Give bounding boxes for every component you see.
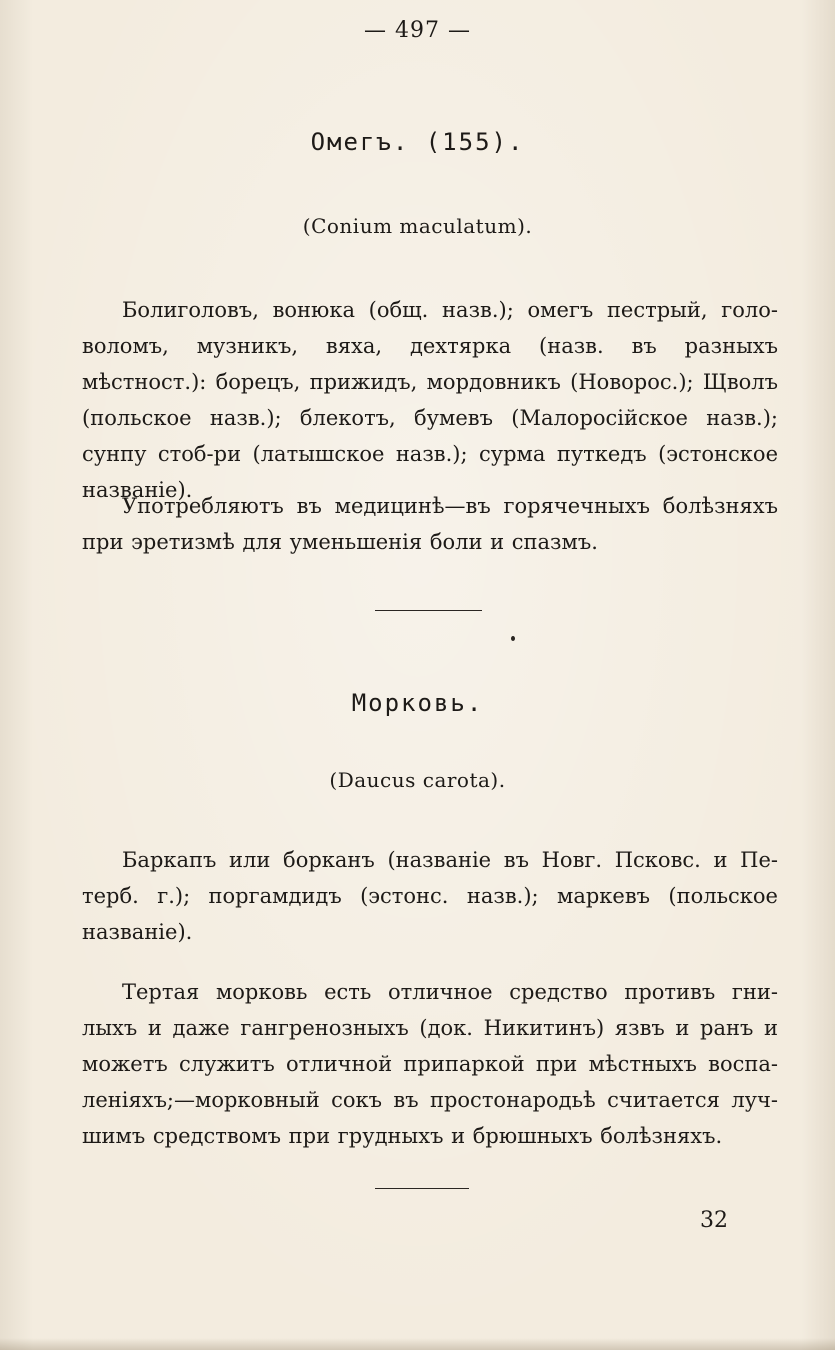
latin-name-conium: (Conium maculatum). — [302, 214, 533, 238]
paragraph-common-names-morkov — [82, 842, 778, 950]
latin-name-daucus: (Daucus carota). — [329, 768, 506, 792]
section-divider — [375, 610, 482, 611]
paragraph-common-names-omeg — [82, 292, 778, 508]
paragraph-text: Тертая морковь есть отличное средство противъ гни-лыхъ и даже гангренозныхъ (док. Никитинъ) язвъ и ранъ и можетъ служитъ отличной припаркой при мѣстныхъ воспа-леніяхъ;—морковный сокъ въ простонародьѣ считается луч-шимъ средствомъ при грудныхъ и брюшныхъ болѣзняхъ. — [82, 980, 778, 1148]
section-title-omeg: Омегъ. (155). — [310, 128, 525, 156]
page-edge-shadow — [0, 1338, 835, 1350]
paragraph-text: Употребляютъ въ медицинѣ—въ горячечныхъ болѣзняхъ при эретизмѣ для уменьшенія боли и спазмъ. — [82, 494, 778, 554]
paragraph-text: Болиголовъ, вонюка (общ. назв.); омегъ пестрый, голо-воломъ, музникъ, вяха, дехтярка (назв. въ разныхъ мѣстност.): борецъ, прижидъ, мордовникъ (Новорос.); Щволъ (польское назв.); блекотъ, бумевъ (Малоросійское назв.); сунпу стоб-ри (латышское назв.); сурма путкедъ (эстонское названіе). — [82, 298, 778, 502]
signature-mark: 32 — [700, 1208, 728, 1233]
section-divider-bottom — [375, 1188, 469, 1189]
print-speck — [511, 636, 515, 641]
paragraph-usage-omeg — [82, 488, 778, 560]
paragraph-usage-morkov — [82, 974, 778, 1154]
page-number: — 497 — — [364, 18, 471, 43]
paragraph-text: Баркапъ или борканъ (названіе въ Новг. Псковс. и Пе-терб. г.); поргамдидъ (эстонс. назв.); маркевъ (польское названіе). — [82, 848, 778, 944]
section-title-morkov: Морковь. — [351, 689, 484, 717]
